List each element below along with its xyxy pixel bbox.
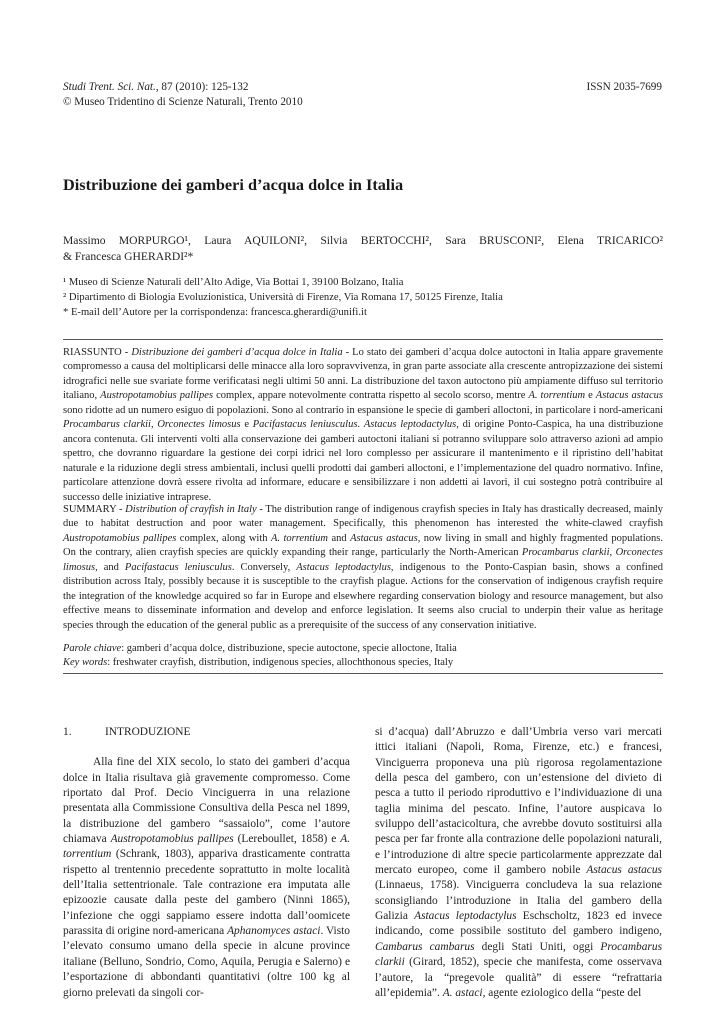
summary-text: - The distribution range of indigenous crayfish species in Italy has drastically decreased, mainly due to habitat destruction and poor water management. Specifically, this phenomenon has interested the white-clawed crayfish [63,504,663,530]
body-text: (Girard, 1852), specie che manifesta, come osservava l’autore, la “pregevole qualità” di essere “refrattaria all’epidemia”. [375,956,662,999]
affiliation-1: ¹ Museo di Scienze Naturali dell’Alto Adige, Via Bottai 1, 39100 Bolzano, Italia [63,277,404,288]
body-text: . Visto l’elevato consumo umano della specie in alcune province italiane (Belluno, Sondrio, Como, Aquila, Perugia e Salerno) e l’esportazione di abbondanti quantitativi (oltre 100 kg al giorno prelevati da singoli cor- [63,925,350,999]
summary-text: and [327,532,351,544]
affiliations [63,275,663,320]
species-name: Austropotamobius pallipes [63,532,177,544]
abstract-text: - Lo stato dei gamberi d’acqua dolce autoctoni in Italia appare gravemente compromesso a causa del moltiplicarsi delle minacce alla loro sopravvivenza, in gran parte associate alla crescente antropizzazione dei sistemi idrografici nelle sue svariate forme verificatasi negli ultimi 50 anni. La distribuzione del taxon autoctono più ampiamente diffuso sul territorio italiano, [63,347,663,402]
species-name: Procambarus clarkii [521,547,610,559]
abstract-text: sono ridotte ad un numero esiguo di popolazioni. Sono al contrario in espansione le specie di gamberi alloctoni, in particolare i nord-americani [63,404,663,416]
body-text: (Linnaeus, 1758). Vinciguerra concludeva la sua relazione sconsigliando l’introduzione in Italia del gambero della Galizia [375,879,662,923]
keywords [63,642,663,670]
citation-line [63,80,303,95]
abstract-text: , [150,419,158,431]
species-name: A. torrentium [63,833,350,861]
summary-text: , and [95,561,125,573]
citation-details: , 87 (2010): 125-132 [155,81,249,93]
species-name: Orconectes limosus [63,547,664,573]
abstract-text: , di origine Ponto-Caspica, ha una distribuzione ancora contenuta. Gli interventi volti alla conservazione dei gamberi autoctoni italiani si potranno sviluppare solo attraverso azioni ad ampio spettro, che dovranno riguardare la gestione dei corpi idrici nel loro complesso per assicurare il mantenimento e il ripristino dell’habitat naturale e la riduzione degli stress ambientali, inclusi quelli prodotti dai gamberi alloctoni, e l’implementazione del quadro normativo. Infine, particolare attenzione dovrà essere rivolta ad informare, educare e sensibilizzare i non addetti ai lavori, il cui sostegno potrà contribuire al successo delle iniziative intraprese. [63,419,664,503]
body-text: Alla fine del XIX secolo, lo stato dei gamberi d’acqua dolce in Italia risultava già gravemente compromesso. Come riportato dal Prof. Decio Vinciguerra in una relazione presentata alla Commissione Consultiva della Pesca nel 1899, la distribuzione del gambero “sassaiolo”, come l’autore chiamava [63,756,350,846]
summary-text: complex, along with [176,532,271,544]
body-text: si d’acqua) dall’Abruzzo e dall’Umbria verso vari mercati ittici italiani (Napoli, Roma, Firenze, etc.) e francesi, Vinciguerra proponeva una più rigorosa regolamentazione della pesca del gambero, con un’estensione del divieto di pesca a tutto il periodo riproduttivo e l’individuazione di una taglia minima del pescato. Infine, l’autore auspicava lo sviluppo dell’astacicoltura, che avrebbe dovuto sostituirsi alla pesca per far fronte alla contrazione delle popolazioni naturali, e l’introduzione di altre specie particolarmente apprezzate dal mercato europeo, come il gambero nobile [375,726,662,877]
body-text: (Schrank, 1803), appariva drasticamente contratta rispetto al trentennio precedente soprattutto in molte località dell’Italia settentrionale. Tale contrazione era imputata alle epizoozie causate dalla peste del gambero (Ninni 1865), l’infezione che oggi sappiamo essere indotta dall’oomicete parassita di origine nord-americana [63,848,350,938]
species-name: Astacus leptodactylus [414,910,517,923]
abstract-english [63,503,663,633]
species-name: Pacifastacus leniusculus [252,419,358,431]
paragraph-right [375,725,662,1001]
authors-line-2: & Francesca GHERARDI²* [63,250,194,263]
body-text: (Lereboullet, 1858) e [233,833,341,846]
species-name: A. torrentium [270,532,328,544]
keywords-english [63,656,663,670]
article-title: Distribuzione dei gamberi d’acqua dolce in Italia [63,175,404,194]
section-title: INTRODUZIONE [105,726,191,738]
keywords-label: Parole chiave [63,643,122,654]
abstract-text: e [240,419,253,431]
species-name: Astacus leptodactylus [363,419,457,431]
body-text: , agente eziologico della “peste del [482,986,642,999]
body-text: degli Stati Uniti, oggi [474,940,601,953]
abstract-italian [63,346,663,505]
summary-title: Distribution of crayfish in Italy [125,504,257,515]
section-heading [63,725,350,740]
keywords-italian [63,642,663,656]
species-name: Pacifastacus leniusculus [124,561,232,573]
abstract-top-rule [63,339,663,340]
copyright-line: © Museo Tridentino di Scienze Naturali, Trento 2010 [63,96,303,108]
paragraph-left [63,755,350,1001]
running-header [63,80,303,110]
issn: ISSN 2035-7699 [586,81,662,93]
summary-label: SUMMARY - [63,504,126,515]
species-name: Procambarus clarkii [63,419,151,431]
authors-line-1: Massimo MORPURGO¹, Laura AQUILONI², Silvia BERTOCCHI², Sara BRUSCONI², Elena TRICARICO² [63,234,663,247]
keywords-label: Key words [63,657,108,668]
species-name: A. astaci [442,986,483,999]
species-name: Astacus astacus [350,532,418,544]
species-name: Procambarus clarkii [375,940,662,969]
species-name: Cambarus cambarus [375,940,475,953]
abstract-text: . [357,419,364,431]
summary-text: , [609,547,616,559]
summary-text: , indigenous to the Ponto-Caspian basin, shows a confined distribution across Italy, possibly because it is susceptible to the crayfish plague. Actions for the conservation of indigenous crayfish require the integration of the knowledge acquired so far in Europe and elsewhere regarding conservation biology and resource management, but also effective means to disseminate information and develop and enforce legislation. It seems also crucial to underpin their value as heritage species through the education of the general public as a prerequisite of the success of any conservation initiative. [63,561,663,631]
corresponding-email: * E-mail dell’Autore per la corrispondenza: francesca.gherardi@unifi.it [63,307,367,318]
species-name: Astacus astacus [595,390,663,402]
abstract-text: complex, appare notevolmente contratta rispetto al secolo scorso, mentre [213,390,529,402]
abstract-text: e [585,390,596,402]
species-name: Orconectes limosus [157,419,241,431]
body-text: Eschscholtz, 1823 ed invece indicando, come possibile sostituto del gambero indigeno, [375,910,662,938]
species-name: Aphanomyces astaci [227,925,321,938]
species-name: A. torrentium [528,390,586,402]
journal-name: Studi Trent. Sci. Nat. [63,81,156,93]
affiliation-2: ² Dipartimento di Biologia Evoluzionistica, Università di Firenze, Via Romana 17, 50125 Firenze, Italia [63,292,503,303]
authors [63,233,663,265]
summary-text: , now living in small and highly fragmented populations. On the contrary, alien crayfish species are quickly expanding their range, particularly the North-American [63,532,663,559]
species-name: Austropotamobius pallipes [110,833,234,846]
abstract-bottom-rule [63,673,663,674]
body-column-left [63,725,350,1001]
keywords-text: : gamberi d’acqua dolce, distribuzione, specie autoctone, specie alloctone, Italia [121,643,457,654]
summary-text: . Conversely, [231,561,297,573]
species-name: Astacus astacus [586,864,662,877]
section-number: 1. [63,726,72,738]
abstract-label: RIASSUNTO - [63,347,132,358]
body-column-right [375,725,662,1001]
abstract-title: Distribuzione dei gamberi d’acqua dolce in Italia [131,347,343,358]
species-name: Astacus leptodactylus [296,561,391,573]
species-name: Austropotamobius pallipes [100,390,214,402]
keywords-text: : freshwater crayfish, distribution, indigenous species, allochthonous species, Italy [107,657,454,668]
